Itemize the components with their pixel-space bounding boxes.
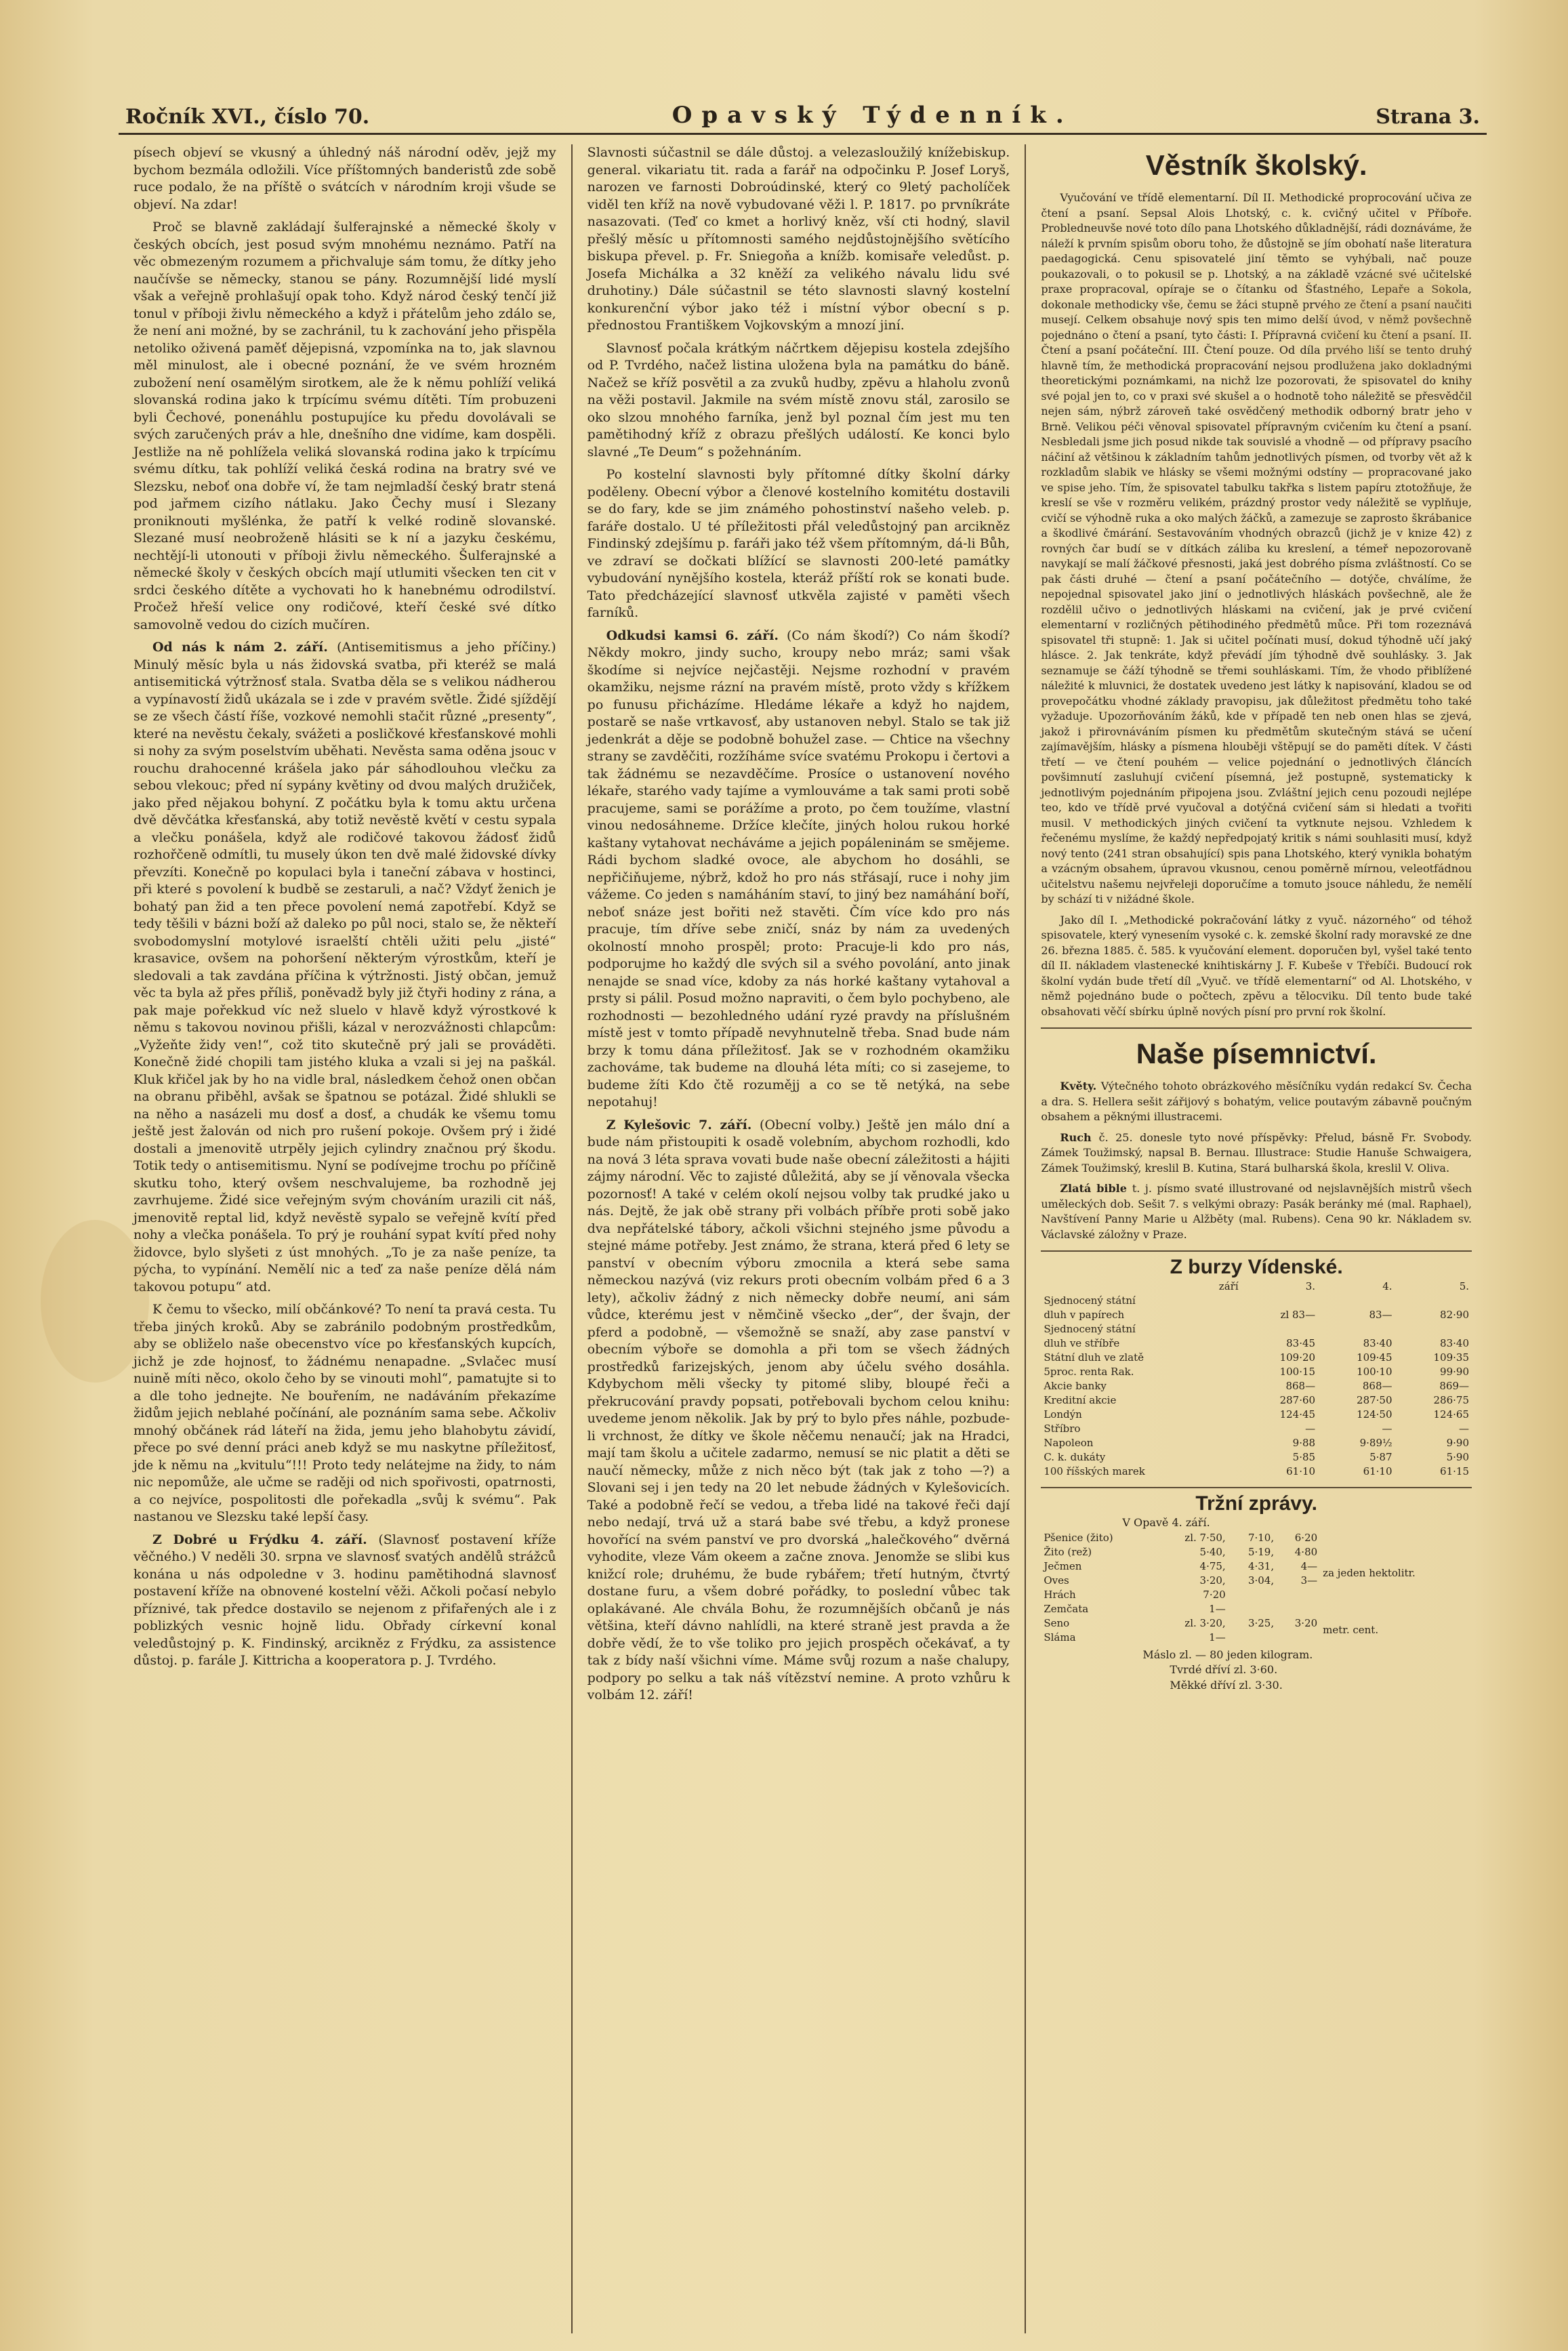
table-row [1041,1336,1472,1351]
table-row [1041,1422,1472,1436]
table-cell: Státní dluh ve zlatě [1044,1351,1144,1364]
table-cell: 83·40 [1363,1336,1392,1349]
table-cell: 286·75 [1433,1393,1469,1406]
table-cell [1229,1631,1277,1645]
table-cell: 4·75, [1199,1559,1226,1572]
table-row [1041,1408,1472,1422]
table-cell: 100·15 [1279,1365,1316,1378]
table-cell: 7·10, [1247,1531,1275,1544]
article-paragraph [587,340,1010,462]
table-cell: Zemčata [1044,1602,1089,1615]
article-heading: Odkudsi kamsi 6. září. [606,628,787,643]
table-cell [1395,1294,1472,1308]
table-cell: 869— [1439,1379,1469,1392]
article-paragraph [133,639,556,1296]
table-cell: 82·90 [1440,1308,1469,1321]
table-cell: 287·50 [1357,1393,1392,1406]
table-cell: 83— [1369,1308,1392,1321]
table-cell: 124·45 [1279,1408,1316,1420]
table-cell: 7·20 [1203,1588,1226,1601]
article-paragraph [587,144,1010,335]
table-cell: Sláma [1044,1631,1076,1643]
table-cell [1229,1588,1277,1602]
market-table [1041,1531,1472,1645]
article-text: Slavnosť počala krátkým náčrtkem dějepisu kostela zdejšího od P. Tvrdého, načež listina uložena byla na památku do báně. Načež se kříž posvětil a za zvuků hudby, zpěvu a hlaholu zvonů na věži postavil. Jakmile na svém místě znovu stál, zarosilo se oko slzou mnohého farníka, jenž byl poznal čím jest mu ten pamětihodný kříž z obrazu přešlých událostí. Ke konci bylo slavné „Te Deum“ s požehnáním. [587,340,1010,459]
table-cell: 100·10 [1357,1365,1392,1378]
literature-item [1041,1181,1472,1242]
table-row [1041,1450,1472,1465]
table-cell: 109·20 [1279,1351,1316,1364]
market-place: V Opavě 4. září. [1122,1516,1210,1529]
article-paragraph [133,1301,556,1526]
newspaper-title: Opavský Týdenník. [672,102,1073,129]
market-footer-2: Tvrdé dříví zl. 3·60. [1170,1663,1278,1676]
table-header-cell: 4. [1382,1280,1392,1292]
table-cell: 124·50 [1357,1408,1392,1420]
table-row [1041,1351,1472,1365]
article-text: Po kostelní slavnosti byly přítomné dítky školní dárky poděleny. Obecní výbor a členové kostelního komitétu dostavili se do fary, kde se jim známého pohostinství našeho veleb. p. faráře dostalo. U té příležitosti přál veledůstojný pan arcikněz Findinský zdejšímu p. faráři jako též všem přítomným, dá-li Bůh, ve zdraví se dočkati blížící se slavnosti 200-leté památky vybudování nynějšího kostela, kteráž příští rok se konati bude. Tato předcházející slavnosť utkvěla zajisté v paměti všech farníků. [587,467,1010,620]
table-cell: dluh ve stříbře [1044,1336,1120,1349]
table-cell: 9·90 [1446,1436,1469,1449]
article-heading: Z Kylešovic 7. září. [606,1117,760,1132]
table-row [1041,1308,1472,1322]
table-cell: 5·87 [1369,1450,1392,1463]
table-cell: 124·65 [1433,1408,1469,1420]
table-cell: Seno [1044,1616,1070,1629]
table-row [1041,1322,1472,1336]
article-text: (Slavnosť postavení kříže věčného.) V neděli 30. srpna ve slavnosť svatých andělů strážců konána u nás odpoledne v 3. hodinu pamětihodná slavnosť postavení kříže na obnovené kostelní věži. Ačkoli počasí nebylo příznivé, tak předce dostavilo se nejenom z přifařených ale i z poblizkých vesnic hojně lidu. Obřady církevní konal veledůstojný p. K. Findinský, arcikněz z Frýdku, za assistence důstoj. p. farále J. Kittricha a kooperatora p. J. Tvrdého. [133,1532,556,1668]
exchange-title: Z burzy Vídenské. [1170,1256,1343,1278]
article-heading: Z Dobré u Frýdku 4. září. [152,1532,379,1547]
table-cell: zl. 7·50, [1184,1531,1226,1544]
table-cell: Hrách [1044,1588,1076,1601]
table-cell: 99·90 [1440,1365,1469,1378]
table-cell: zl 83— [1280,1308,1316,1321]
table-cell: 5·90 [1446,1450,1469,1463]
divider [1041,1250,1472,1252]
column-3 [1026,144,1487,2333]
table-cell: 61·10 [1286,1465,1316,1477]
table-cell [1318,1294,1395,1308]
article-text: písech objeví se vkusný a úhledný náš národní oděv, jejž my bychom bezmála odložili. Více příštomných banderistů zde sobě ruce podalo, že na příště o svátcích v národním kroji všude se objeví. Na zdar! [133,145,556,212]
table-header-cell: 3. [1305,1280,1316,1292]
article-paragraph [587,466,1010,622]
literature-item-title: Zlatá bible [1060,1182,1132,1195]
columns [119,144,1487,2333]
article-paragraph [133,1532,556,1670]
table-cell: Londýn [1044,1408,1082,1420]
table-cell: 868— [1362,1379,1392,1392]
table-cell: 5·40, [1199,1545,1226,1558]
page-number: Strana 3. [1376,105,1480,129]
literature-item-text: Výtečného tohoto obrázkového měsíčníku vydán redakcí Sv. Čecha a dra. S. Hellera sešit zářijový s bohatým, velice poutavým zábavně poučným obsahem a pěknými illustracemi. [1041,1080,1472,1123]
table-cell: 287·60 [1279,1393,1316,1406]
table-cell [1395,1322,1472,1336]
literature-item-text: č. 25. donesle tyto nové příspěvky: Přelud, básně Fr. Svobody. Zámek Toužimský, napsal B. Bernau. Illustrace: Studie Hanuše Schwaigera, Zámek Toužimský, kreslil B. Kutina, Stará bulharská škola, kreslil V. Oliva. [1041,1130,1472,1174]
literature-item-title: Květy. [1060,1080,1101,1092]
table-cell [1277,1588,1320,1602]
table-cell: 4·31, [1247,1559,1275,1572]
table-cell [1229,1602,1277,1616]
column-2 [573,144,1027,2333]
table-cell: Sjednocený státní [1044,1322,1136,1335]
table-header-cell: září [1218,1280,1239,1292]
table-cell: 5proc. renta Rak. [1044,1365,1134,1378]
table-cell: 3— [1300,1574,1318,1587]
article-text: Proč se blavně zakládají šulferajnské a německé školy v českých obcích, jest posud svým mnohému neznámo. Patří na věc obmezeným rozumem a přichvaluje sám tomu, že dítky jeho naučívše se německy, stanou se pány. Rozumnější lidé myslí však a veřejně prohlašují opak toho. Když národ český tenčí již tonul v příboji živlu německého a když i přátelům jeho zdálo se, že není ani možné, by se zachránil, tu k zachování jeho přispěla netoliko oživená paměť dějepisná, vzpomínka na to, jak slavnou měl minulost, ale i obecné poznání, že ve svém hrozném zubožení není osamělým sirotkem, ale že k němu pohlíží veliká slovanská rodina jako k trpícímu svému dítěti. Tím probuzeni byli Čechové, ponenáhlu postupujíce ku předu dovolávali se svých zaručených práv a hle, dnešního dne vidíme, kam dospěli. Jestliže na ně pohlížela veliká slovanská rodina jako k trpícímu svému dítku, tak pohlíží veliká česká rodina na bratry své ve Slezsku, neboť ona dobře ví, že tam nejmladší český bratr stená pod jařmem cizího nátlaku. Jako Čechy musí i Slezany proniknouti myšlénka, že patří k velké rodině slovanské. Slezané musí neobroženě hlásiti se k ní a jazyku českému, nechtějí-li utonouti v příboji živlu německého. Šulferajnské a německé školy v českých obcích mají utlumiti všecken ten cit v srdci českého dítěte a vychovati ho k hanebnému odrodilství. Pročež hřeší velice ony rodičové, kteří české své dítko samovolně vedou do cizích mučíren. [133,220,556,632]
article-heading: Od nás k nám 2. září. [152,640,337,655]
article-text: (Obecní volby.) Ještě jen málo dní a bude nám přistoupiti k osadě volebním, abychom rozhodli, kdo na nová 3 léta sprava vovati bude naše obecní záležitosti a hájiti zájmy národní. Věc to zajisté důležitá, aby se jí věnovala všecka pozornosť! A také v celém okolí nejsou volby tak prudké jako u nás. Dejtě, že jak obě strany při volbách příbře proti sobě jako dva nepřátelské tábory, ačkoli všichni stejného jsme původu a stejné máme potřeby. Jest známo, že strana, která před 6 lety se panství v obecním výboru zmocnila a která sebe sama německou nazývá (viz rekurs proti obecním volbám před 6 a 3 lety), ačkoliv žádný z nich německy dobře neumí, ani sám vůdce, kterému jest v němčině všecko „der“, der švajn, der pferd a podobně, — všemožně se snaží, aby zase panství v obecním výboře se domohla a při tom se všech žádných prostředků farizejských, jenom aby účelu svého dosáhla. Kdybychom měli všecky ty pitomé sliby, bloupé řeči a překrucování pravdy popsati, potřebovali bychom celou knihu: uvedeme jenom několik. Jak by prý to bylo přes náhle, pozbude-li vrchnost, že dítky ve škole něčemu nenaučí; jak na Hradci, mají tam školu a učitele zadarmo, nemusí se nic platit a děti se naučí německy, může z nich něco být (tak jak z toho —?) a Slovani sej i jen tedy na 20 let nebude žádných v Kylešovicích. Také a podobně řečí se vedou, a třeba lidé na takové řeči dají nebo nedají, trvá už a stará babe své třebu, a když pronese hovořící na svém panství ve pro dvorská „halečkového“ dvěrná vyhodite, vleze Vám okeem a začne znova. Jenomže se slibi kus knižcí role; druhému, že bude rybářem; třetí hutným, čtvrtý dostane furu, a všem dobré pořádky, to poslední vůbec tak oplakávané. Ale chvála Bohu, že rozumnějších občanů je nás většina, kteří dávno nahlídli, na které straně jest pravda a že dobře vědí, že to vše toliko pro jejich prospěch očekávať, a ty tak z bídy naší všichni víme. Máme svůj rozum a naše chalupy, podpory po selku a tak náš vítězství nemine. A proto vzhůru k volbám 12. září! [587,1117,1010,1702]
table-cell: 61·15 [1440,1465,1469,1477]
table-cell: Napoleon [1044,1436,1094,1449]
table-cell [1318,1322,1395,1336]
table-row [1041,1465,1472,1479]
table-cell: 3·04, [1247,1574,1275,1587]
table-row [1041,1616,1472,1631]
market-footer-1: Máslo zl. — 80 jeden kilogram. [1142,1648,1313,1661]
table-header-cell: 5. [1459,1280,1469,1292]
table-row [1041,1545,1472,1559]
table-cell: C. k. dukáty [1044,1450,1106,1463]
table-cell: 100 říšských marek [1044,1465,1145,1477]
table-cell: 3·20 [1294,1616,1318,1629]
literature-item [1041,1130,1472,1177]
table-cell: Oves [1044,1574,1069,1587]
table-cell: — [1382,1422,1392,1435]
table-cell [1277,1602,1320,1616]
literature-list [1041,1079,1472,1242]
table-cell: Akcie banky [1044,1379,1107,1392]
literature-title: Naše písemnictví. [1136,1038,1377,1069]
table-row [1041,1436,1472,1450]
table-cell: dluh v papírech [1044,1308,1125,1321]
table-cell: Stříbro [1044,1422,1081,1435]
table-cell: 9·88 [1292,1436,1316,1449]
table-cell: zl. 3·20, [1184,1616,1226,1629]
table-cell: 109·35 [1433,1351,1469,1364]
exchange-table [1041,1280,1472,1479]
divider [1041,1027,1472,1029]
literature-item [1041,1079,1472,1125]
column-1 [119,144,573,2333]
market-footer-3: Měkké dříví zl. 3·30. [1170,1678,1283,1692]
table-cell: Žito (rež) [1044,1545,1092,1558]
table-cell: 9·89½ [1359,1436,1392,1449]
table-cell: 5·85 [1292,1450,1316,1463]
table-cell: Ječmen [1044,1559,1082,1572]
table-cell [1277,1631,1320,1645]
issue-number: Ročník XVI., číslo 70. [125,105,370,129]
article-paragraph [587,628,1010,1111]
table-row [1041,1393,1472,1408]
table-cell: 1— [1209,1602,1226,1615]
table-row [1041,1365,1472,1379]
table-cell [1241,1322,1318,1336]
school-bulletin-text-2: Jako díl I. „Methodické pokračování látky z vyuč. názorného“ od téhož spisovatele, který vynesením vysoké c. k. zemské školní rady moravské ze dne 26. března 1885. č. 585. k vyučování element. doporučen byl, vyšel také tento díl II. nákladem vlastenecké knihtiskárny J. F. Kubeše v Třebíči. Budoucí rok školní vydán bude třetí díl „Vyuč. ve třídě elementarní“ od Al. Lhotského, v němž pojednáno bude o počtech, zpěvu a tělocviku. Díl tento bude také obsahovati věčí sbírku úplně nových písní pro první rok školní. [1041,913,1472,1018]
table-row [1041,1294,1472,1308]
literature-item-title: Ruch [1060,1130,1099,1144]
table-cell: 868— [1285,1379,1316,1392]
table-cell: 61·10 [1363,1465,1392,1477]
table-cell [1241,1294,1318,1308]
table-cell: 1— [1209,1631,1226,1643]
table-row [1041,1379,1472,1393]
article-text: (Antisemitismus a jeho příčiny.) Minulý měsíc byla u nás židovská svatba, při kteréž se malá antisemitická výtržnosť stala. Svatba děla se s velikou nádherou a vypínavostí židů ukázala se i zde v pravém světle. Židé sjíždějí se ze všech částí říše, vozkové nemohli stačit různé „presenty“, které na nevěstu čekaly, svážeti a posličkové křesťanskové mohli si nohy za svým poselstvím uběhati. Nevěsta sama oděna jsouc v rouchu drahocenné krášela jako pár sáhodlouhou vlečku za sebou vlekouc; před ní sypány květiny od dvou malých družiček, jako před nějakou bohyní. Z počátku byla k tomu aktu určena dvě děvčátka křesťanská, aby totiž nevěstě květí v cestu sypala a vlečku ponášela, když ale rodičové takovou žádosť židů rozhořčeně odmítli, tu musely úkon ten dvě malé židovské dívky převzíti. Konečně po kopulaci byla i taneční zábava v hostinci, při které s povolení k budbě se zestaruli, a nač? Vždyť ženich je bohatý pan žid a ten přece povolení nemá zapotřebí. Když se tedy těšili v bázni boží až daleko po půl noci, stalo se, že někteří svobodomyslní motylové israelští chtěli užiti pelu „jisté“ krasavice, ovšem na pohoršení některým výrostkům, kteří je sledovali a tak zavdána příčina k výtržnosti. Jistý občan, jemuž věc ta byla až přes příliš, poněvadž byly již čtyři hodiny z rána, a pak maje pořekkud víc než sluelo v hlavě když výrostkové k němu s takovou novinou přišli, kázal v nerozvážnosti chlapcům: „Vyžeňte židy ven!“, což tito skutečně prý jali se prováděti. Konečně židé chopili tam jistého kluka a vzali si jej na paškál. Kluk křičel jak by ho na vidle bral, následkem čehož onen občan na obranu přiběhl, avšak se špatnou se potázal. Židé shlukli se na něho a nasázeli mu dosť a dosť, a chudák ke všemu tomu ještě jest žalován od nich pro rušení pokoje. Ovšem prý i židé dostali a jmenovitě utrpěly jejich cylindry značnou prý škodu. Totik tedy o antisemitismu. Nyní se podívejme trochu po příčině skutku toho, který ovšem neschvalujeme, ba rozhodně jej zavrhujeme. Židé sice veřejným svým chováním urazili cit náš, jmenovitě reptal lid, když nevěstě sypalo se veřejně kvítí před nohy a vlečka ponášela. To prý je rouhání sypat kvítí před nohy židovce, bylo slyšeti z úst mnohých. „To je za naše peníze, ta pýcha, to vypínání. Nemělí nic a teď za naše peníze dělá nám takovou potupu“ atd. [133,640,556,1294]
article-text: Slavnosti súčastnil se dále důstoj. a velezasloužilý knížebiskup. general. vikariatu tit. rada a farář na odpočinku P. Josef Loryš, narozen ve farnosti Dobroúdinské, který co 9letý pacholíček viděl ten kříž na nově vybudované věži l. P. 1817. po prvníkráte nasazovati. (Teď co kmet a horlivý kněz, vší cti hodný, slavil přešlý měsíc u přítomnosti samého nejdůstojnějšího světícího biskupa převel. p. Fr. Sniegoňa a knížb. komisaře veledůst. p. Josefa Michálka a 32 kněží za velikého návalu lidu své druhotiny.) Dále súčastnil se této slavnosti slavný kostelní konkurenční výbor jako též i místní výbor obecní s p. přednostou Františkem Vojkovským a mnozí jiní. [587,145,1010,333]
table-cell: 4·80 [1294,1545,1318,1558]
table-cell: 83·40 [1440,1336,1469,1349]
table-cell: — [1459,1422,1469,1435]
school-bulletin-text: Vyučování ve třídě elementarní. Díl II. Methodické proprocování učiva ze čtení a psaní. Sepsal Alois Lhotský, c. k. cvičný učitel v Příboře. Probledneuvše nové toto dílo pana Lhotského důkladnější, rádi doznáváme, že náleží k prvním spisům oboru toho, že důstojně se jím obohatí naše literatura paedagogická. Cenu spisovatelé jiní těmto se vyhýbali, nač pouze poukazovali, o to pokusil se p. Lhotský, a na základě vzácné své učitelské praxe propracoval, opíraje se o čítanku od Šťastného, Lepaře a Sokola, dokonale methodicky vše, čemu se žáci stupně prvého ze čtení a psaní naučiti musejí. Celkem obsahuje nový spis ten mimo delší úvod, v němž povšechně pojednáno o čtení a psaní, tyto části: I. Přípravná cvičení ku čtení a psaní. II. Čtení a psaní počáteční. III. Čtení pouze. Od díla prvého liší se tento druhý hlavně tím, že methodická propracování nejsou prodlužena jako dokladnými theoretickými poznámkami, na nichž lze pozorovati, že spisovatel do knihy své pojal jen to, co v praxi své skušel a o hodnotě toho náležitě se přesvědčil nejen sám, nýbrž zároveň také osvědčený methodik odborný bratr jeho v Brně. Velikou péči věnoval spisovatel přípravným cvičením ku čtení a psaní. Nesbledali jsme jich posud nikde tak souvislé a vhodně — od přípravy psacího náčiní až většinou k základním tahům jednotlivých písmen, od tvorby vět až k rozkladům slabik ve hlásky se všemi možnými odstíny — propracované jako ve spise jeho. Tím, že spisovatel tabulku takřka s listem papíru ztotožňuje, že kreslí se vše v rozměru velikém, prázdný prostor vedy náležitě se vyplňuje, cvičí se výhodně ruka a oko malých žáčků, a zamezuje se zaprosto škrábanice a škodlivé čmárání. Sestavováním vhodných obrazců (jichž je v knize 42) z rovných čar budí se v dítkách záliba ku kreslení, a témeř nepozorovaně navykají se malí žáčkové přesnosti, jaká jest dobrého písma zvláštností. Co se pak části druhé — čtení a psaní počátečního — dotýče, chválíme, že nepojednal spisovatel jako jiní o jednotlivých hláskách povšechně, ale že rozdělil učivo o jednotlivých hláskami na cvičení, jak je prvé cvičení elementarní v rozličných pětihodiného předmětů můce. Při tom rozeznává spisovatel tři stupně: 1. Jak si učitel počínati musí, dokud týhodně učí jaký hlásce. 2. Jak tenkráte, když převádí jím týhodně dvě souhlásky. 3. Jak seznamuje se čáží týhodně se třemi souhláskami. Tím, že vhodo přiblížené náležité k mluvnici, že dostatek uvedeno jest látky k napisování, kladou se od provepočátku vhodné základy pravopisu, jak důležitost předmětu toho také vyžaduje. Upozorňováním žáků, kde v případě ten neb onen hlas se zjevá, jakož i přirovnáváním písmen ku předmětům skutečným stává se učení zajímavějším, hlásky a písmena hlouběji vštěpují se do paměti dítek. V části třetí — ve čtení pouhém — velice pojednání o jednotlivých článcích povšimnutí zasluhují cvičení písemná, jež postupně, systematicky k jednotlivým pojednáním připojena jsou. Zvláštní jejich cenu pozoudi nejlépe teo, kdo ve třídě prvé vyučoval a dotýčná cvičení sám si hledati a tvořiti musil. V methodických jiných cvičení ta vytknute nejsou. Vzhledem k řečenému myslíme, že každý nepředpojatý kritik s námi souhlasiti musí, když nový tento (241 stran obsahující) spis pana Lhotského, který vynikla bohatým a vzácným obsahem, úpravou vkusnou, cenou poměrně mírnou, veleotfádnou učitelstvu našemu nejvřeleji doporučíme a tomuto jsouce náhledu, že nemělí by schází ti v nižádné škole. [1041,191,1472,905]
table-cell: 5·19, [1247,1545,1275,1558]
table-cell: 3·25, [1247,1616,1275,1629]
table-cell: Pšenice (žito) [1044,1531,1113,1544]
article-text: K čemu to všecko, milí občánkové? To není ta pravá cesta. Tu třeba jiných kroků. Aby se zabránilo podobným prostředkům, aby se obliželo naše obecenstvo více po křesťanských kupcích, jichž je zde hojnosť, to žádnému nenapadne. „Svlačec musí nuině míti něco, okolo čeho by se vinouti mohl“, pamatujte si to a dle toho jednejte. Ne bouřením, ne nadáváním překazíme židům jejich neblahé počínání, ale poznáním sama sebe. Ačkoliv mnohý občánek rád láteří na žida, jemu jeho blahobytu závidí, přece po své denní práci aneb když se mu naskytne příležitosť, jde k němu na „kvitulu“!!! Proto tedy nelátejme na židy, to nám nic nepomůže, ale učme se raději od nich spořivosti, opatrnosti, a co nejvíce, pospolitosti dle pořekadla „svůj k svému“. Pak nastanou ve Slezsku také lepší časy. [133,1302,556,1524]
table-cell: 109·45 [1357,1351,1392,1364]
table-cell: — [1305,1422,1316,1435]
market-title: Tržní zprávy. [1195,1492,1317,1515]
table-cell: 6·20 [1294,1531,1318,1544]
article-paragraph [133,144,556,213]
table-cell: 83·45 [1286,1336,1316,1349]
table-cell: Sjednocený státní [1044,1294,1136,1307]
school-bulletin-title: Věstník školský. [1145,149,1367,181]
table-row [1041,1531,1472,1545]
table-row [1041,1602,1472,1616]
article-paragraph [587,1117,1010,1704]
article-paragraph [133,219,556,634]
article-text: (Co nám škodí?) Co nám škodí? Někdy mokro, jindy sucho, kroupy nebo mráz; sami však škodíme si nejvíce nejčastěji. Nejsme rozhodní v pravém okamžiku, nejsme rázní na pravém místě, proto vždy s křížkem po funusu přicházíme. Hledáme lékaře a když ho najdem, postarě se naše vrtkavosť, aby ustanoven nebyl. Stalo se tak již jedenkrát a děje se podobně bohužel zase. — Chtice na všechny strany se zavděčiti, rozžíháme svíce svatému Prokopu i čertovi a tak žádnému se nezavděčíme. Prosíce o ustanovení nového lékaře, starého vady tajíme a vymlouváme a tak sami proti sobě pracujeme, sami se porážíme a proto, po čem toužíme, vlastní vinou nedosáhneme. Držíce klečíte, jiných holou rukou horké kaštany vytahovat necháváme a jejich popáleninám se smějeme. Rádi bychom sladké ovoce, ale abychom ho dosáhli, se nepřičiňujeme, nýbrž, kdož ho pro nás střásají, ruce i nohy jim vážeme. Co jeden s namáháním staví, to jiný bez namáhání boří, neboť snáze jest bořiti než stavěti. Čím více kdo pro nás pracuje, tím dříve sebe zničí, snáz by nám za uvedených okolností mnoho prospěl; proto: Pracuje-li kdo pro nás, podporujme ho každý dle svých sil a svého povolání, anto jinak nenajde se snad více, kdoby za nás horké kaštany vytahoval a prsty si pálil. Posud možno napraviti, o čem bylo pochybeno, ale rozhodnosti — bezohledného udání ryzé pravdy na příslušném místě jest v tomto případě nevyhnutelně třeba. Snad bude nám brzy k tomu dána příležitosť. Jak se v rozhodném okamžiku zachováme, tak budeme na dlouhá léta míti; co si zasejeme, to budeme žíti Kdo čtě rozumějj a co se tě netýká, na sebe nepotahuj! [587,628,1010,1109]
page-header [119,81,1487,135]
market-unit-cent: metr. cent. [1323,1624,1379,1636]
market-unit-hectolitre: za jeden hektolitr. [1323,1567,1416,1579]
table-header-row [1041,1280,1472,1294]
table-cell: 4— [1300,1559,1318,1572]
table-cell: Kreditní akcie [1044,1393,1117,1406]
table-cell: 3·20, [1199,1574,1226,1587]
literature-item-text: t. j. písmo svaté illustrované od nejslavnějších mistrů všech uměleckých dob. Sešit 7. s velkými obrazy: Pasák beránky mé (mal. Raphael), Navštívení Panny Marie u Alžběty (mal. Rubens). Cena 90 kr. Nákladem sv. Václavské záložny v Praze. [1041,1182,1472,1241]
divider [1041,1487,1472,1488]
